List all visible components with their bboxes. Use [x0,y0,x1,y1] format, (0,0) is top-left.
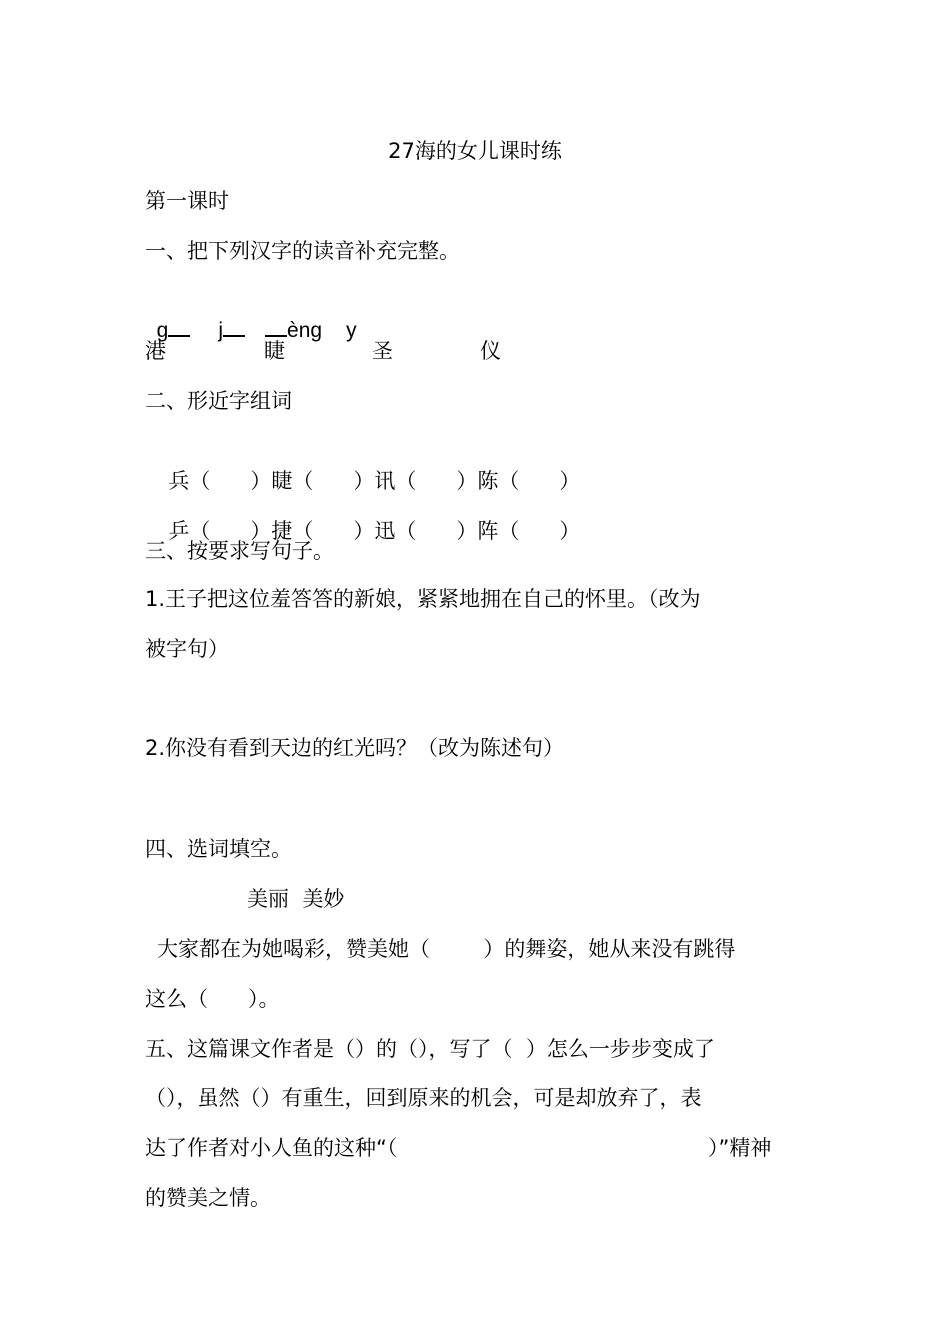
word-item: ） [559,469,581,493]
word-item: ）讯（ [353,469,417,493]
question-1-line-2: 被字句） [145,637,229,661]
word-item: 乒（ [168,519,211,543]
word-item: 兵（ [168,469,211,493]
word-item: ）睫（ [250,469,314,493]
section5-line-4: 的赞美之情。 [145,1186,271,1210]
pinyin-blank[interactable] [265,317,287,337]
char-4: 仪 [480,339,501,363]
word-item: ） [559,519,581,543]
word-item: ）迅（ [353,519,417,543]
pinyin-3: èng [287,319,323,342]
char-1: 港 [145,339,166,363]
question-1-line-1: 1.王子把这位羞答答的新娘，紧紧地拥在自己的怀里。（改为 [145,587,701,611]
section2-heading: 二、形近字组词 [145,389,292,413]
section3-heading: 三、按要求写句子。 [145,539,334,563]
pinyin-1: g [156,319,169,342]
section5-line-1: 五、这篇课文作者是（）的（），写了（ ）怎么一步步变成了 [145,1037,715,1061]
pinyin-row [145,286,357,346]
word-item: ）捷（ [250,519,314,543]
question-2: 2.你没有看到天边的红光吗？（改为陈述句） [145,736,565,760]
lesson-label: 第一课时 [145,189,229,213]
char-2: 睫 [264,339,285,363]
pinyin-blank[interactable] [223,317,245,337]
word-item: ）陈（ [456,469,520,493]
word-choices: 美丽 美妙 [247,887,345,911]
word-item: ）阵（ [456,519,520,543]
fill-line-2: 这么（ ）。 [145,987,280,1011]
pinyin-2: j [218,319,224,342]
section4-heading: 四、选词填空。 [145,837,292,861]
char-3: 圣 [372,339,393,363]
section5-line-2: （），虽然（）有重生，回到原来的机会，可是却放弃了，表 [145,1086,702,1110]
pinyin-blank[interactable] [168,317,190,337]
section5-line-3a: 达了作者对小人鱼的这种“（ [145,1136,398,1160]
fill-line-1: 大家都在为她喝彩，赞美她（ ）的舞姿，她从来没有跳得 [157,937,736,961]
section1-heading: 一、把下列汉字的读音补充完整。 [145,239,460,263]
page-title: 27海的女儿课时练 [388,139,562,163]
section5-line-3b: ）”精神 [708,1136,772,1160]
pinyin-4: y [346,319,357,342]
